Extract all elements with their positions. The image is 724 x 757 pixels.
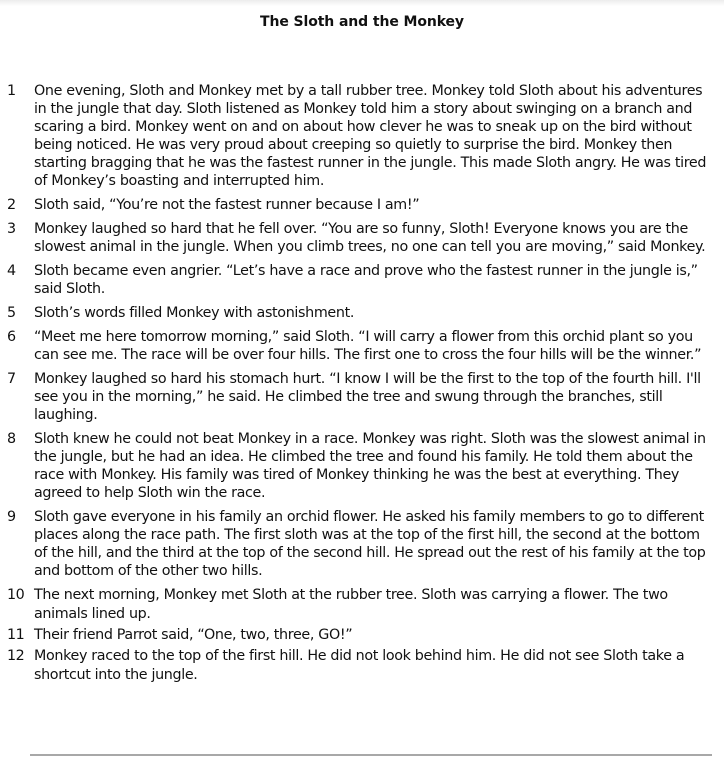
paragraph-text: Sloth became even angrier. “Let’s have a race and prove who the fastest runner in the jungle is,” said Sloth.: [34, 263, 698, 297]
paragraph-text: Sloth’s words filled Monkey with astonishment.: [34, 305, 355, 321]
paragraph-8: [0, 430, 724, 502]
paragraph-11: [0, 626, 724, 645]
paragraph-number: 11: [7, 627, 25, 643]
passage-body: [0, 82, 724, 687]
paragraph-text: Sloth gave everyone in his family an orchid flower. He asked his family members to go to different places along the race path. The first sloth was at the top of the first hill, the second at the bottom of the hill, and the third at the top of the second hill. He spread out the rest of his family at the top and bottom of the other two hills.: [34, 509, 706, 579]
top-edge-shadow: [0, 0, 724, 6]
paragraph-9: [0, 508, 724, 580]
paragraph-text: Sloth knew he could not beat Monkey in a race. Monkey was right. Sloth was the slowest animal in the jungle, but he had an idea. He climbed the tree and found his family. He told them about the race with Monkey. His family was tired of Monkey thinking he was the best at everything. They agreed to help Sloth win the race.: [34, 431, 706, 501]
paragraph-4: [0, 262, 724, 298]
paragraph-text: “Meet me here tomorrow morning,” said Sloth. “I will carry a flower from this orchid plant so you can see me. The race will be over four hills. The first one to cross the four hills will be the winner.”: [34, 329, 702, 363]
paragraph-number: 1: [7, 83, 17, 99]
paragraph-5: [0, 304, 724, 322]
paragraph-text: The next morning, Monkey met Sloth at the rubber tree. Sloth was carrying a flower. The two animals lined up.: [34, 587, 668, 622]
paragraph-number: 12: [7, 648, 25, 664]
paragraph-2: [0, 196, 724, 214]
paragraph-6: [0, 328, 724, 364]
paragraph-7: [0, 370, 724, 424]
passage-title: The Sloth and the Monkey: [260, 14, 464, 30]
paragraph-number: 10: [7, 587, 25, 603]
paragraph-text: Their friend Parrot said, “One, two, three, GO!”: [34, 627, 353, 643]
paragraph-number: 6: [7, 329, 17, 345]
paragraph-number: 5: [7, 305, 17, 321]
paragraph-text: Monkey laughed so hard that he fell over. “You are so funny, Sloth! Everyone knows you are the slowest animal in the jungle. When you climb trees, no one can tell you are moving,” said Monkey.: [34, 221, 706, 255]
paragraph-1: [0, 82, 724, 190]
paragraph-number: 3: [7, 221, 17, 237]
paragraph-12: [0, 647, 724, 685]
paragraph-number: 4: [7, 263, 17, 279]
paragraph-text: Sloth said, “You’re not the fastest runner because I am!”: [34, 197, 420, 213]
bottom-divider: [30, 754, 712, 756]
paragraph-text: Monkey raced to the top of the first hill. He did not look behind him. He did not see Sloth take a shortcut into the jungle.: [34, 648, 685, 683]
paragraph-10: [0, 586, 724, 624]
paragraph-text: One evening, Sloth and Monkey met by a tall rubber tree. Monkey told Sloth about his adventures in the jungle that day. Sloth listened as Monkey told him a story about swinging on a branch and scaring a bird. Monkey went on and on about how clever he was to sneak up on the bird without being noticed. He was very proud about creeping so quietly to surprise the bird. Monkey then starting bragging that he was the fastest runner in the jungle. This made Sloth angry. He was tired of Monkey’s boasting and interrupted him.: [34, 83, 707, 189]
paragraph-number: 8: [7, 431, 17, 447]
paragraph-number: 9: [7, 509, 17, 525]
paragraph-number: 7: [7, 371, 17, 387]
paragraph-number: 2: [7, 197, 17, 213]
paragraph-text: Monkey laughed so hard his stomach hurt. “I know I will be the first to the top of the fourth hill. I'll see you in the morning,” he said. He climbed the tree and swung through the branches, still laughing.: [34, 371, 701, 423]
paragraph-3: [0, 220, 724, 256]
